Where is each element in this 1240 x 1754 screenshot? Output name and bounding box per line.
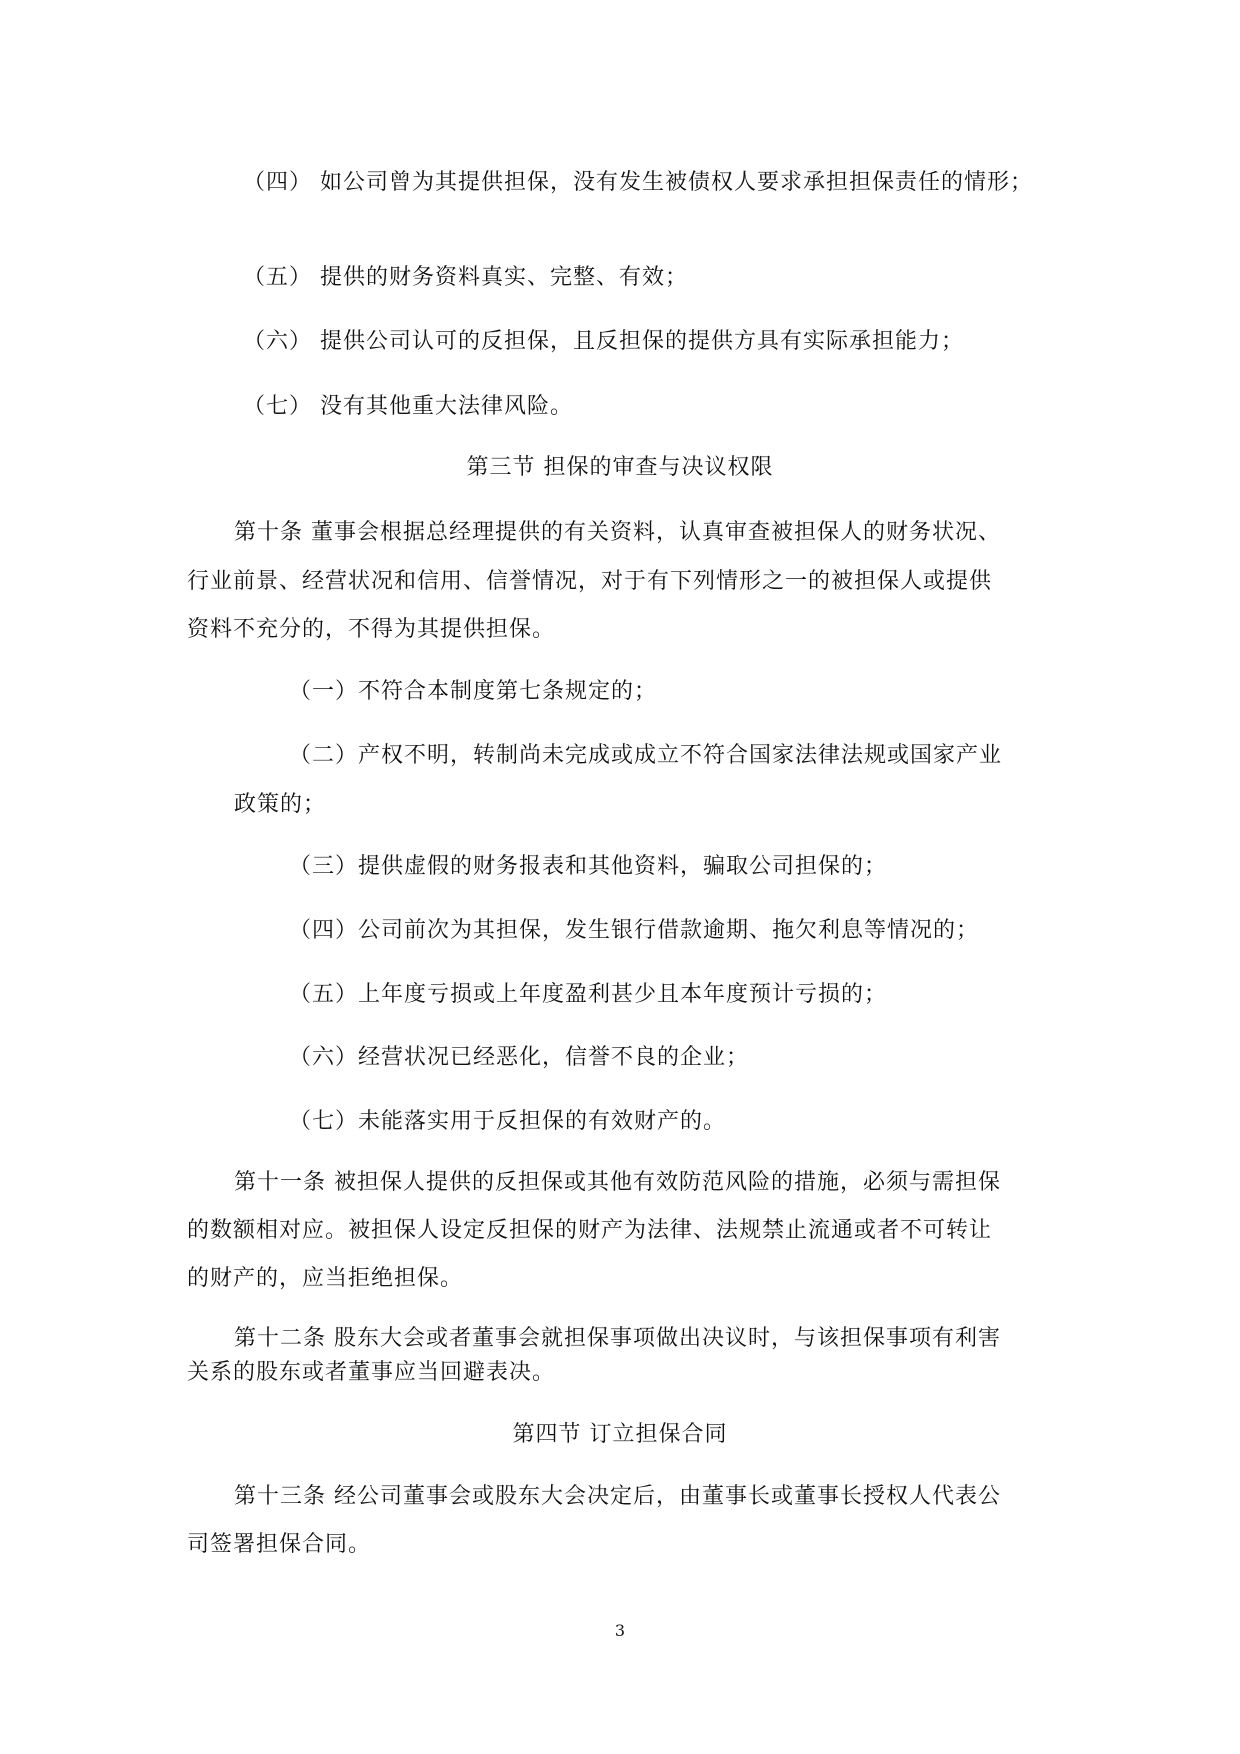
list-item-7: （七）未能落实用于反担保的有效财产的。 (289, 1109, 727, 1134)
article-10-line-3: 资料不充分的，不得为其提供担保。 (187, 617, 556, 642)
list-item-5: （五）上年度亏损或上年度盈利甚少且本年度预计亏损的； (289, 982, 888, 1007)
section-3-title: 第三节 担保的审查与决议权限 (466, 455, 774, 480)
article-12-line-1: 第十二条 股东大会或者董事会就担保事项做出决议时，与该担保事项有利害 (234, 1326, 1001, 1351)
article-11-line-2: 的数额相对应。被担保人设定反担保的财产为法律、法规禁止流通或者不可转让 (187, 1218, 993, 1243)
article-11-line-3: 的财产的，应当拒绝担保。 (187, 1266, 464, 1291)
article-10-line-1: 第十条 董事会根据总经理提供的有关资料，认真审查被担保人的财务状况、 (234, 520, 1001, 545)
list-item-4: （四）公司前次为其担保，发生银行借款逾期、拖欠利息等情况的； (289, 918, 980, 943)
list-item-2-line-1: （二）产权不明，转制尚未完成或成立不符合国家法律法规或国家产业 (289, 743, 1003, 768)
list-item-3: （三）提供虚假的财务报表和其他资料，骗取公司担保的； (289, 854, 888, 879)
item-4-condition: （四） 如公司曾为其提供担保，没有发生被债权人要求承担担保责任的情形； (243, 170, 1033, 195)
item-7-condition: （七） 没有其他重大法律风险。 (243, 394, 573, 419)
item-5-condition: （五） 提供的财务资料真实、完整、有效； (243, 265, 688, 290)
page-number: 3 (614, 1621, 626, 1640)
article-12-line-2: 关系的股东或者董事应当回避表决。 (187, 1360, 556, 1385)
article-10-line-2: 行业前景、经营状况和信用、信誉情况，对于有下列情形之一的被担保人或提供 (187, 569, 993, 594)
article-13-line-1: 第十三条 经公司董事会或股东大会决定后，由董事长或董事长授权人代表公 (234, 1484, 1001, 1509)
list-item-2-line-2: 政策的； (234, 792, 327, 817)
list-item-1: （一）不符合本制度第七条规定的； (289, 679, 658, 704)
section-4-title: 第四节 订立担保合同 (512, 1422, 728, 1447)
item-6-condition: （六） 提供公司认可的反担保，且反担保的提供方具有实际承担能力； (243, 329, 964, 354)
article-11-line-1: 第十一条 被担保人提供的反担保或其他有效防范风险的措施，必须与需担保 (234, 1170, 1001, 1195)
list-item-6: （六）经营状况已经恶化，信誉不良的企业； (289, 1045, 750, 1070)
article-13-line-2: 司签署担保合同。 (187, 1532, 372, 1557)
